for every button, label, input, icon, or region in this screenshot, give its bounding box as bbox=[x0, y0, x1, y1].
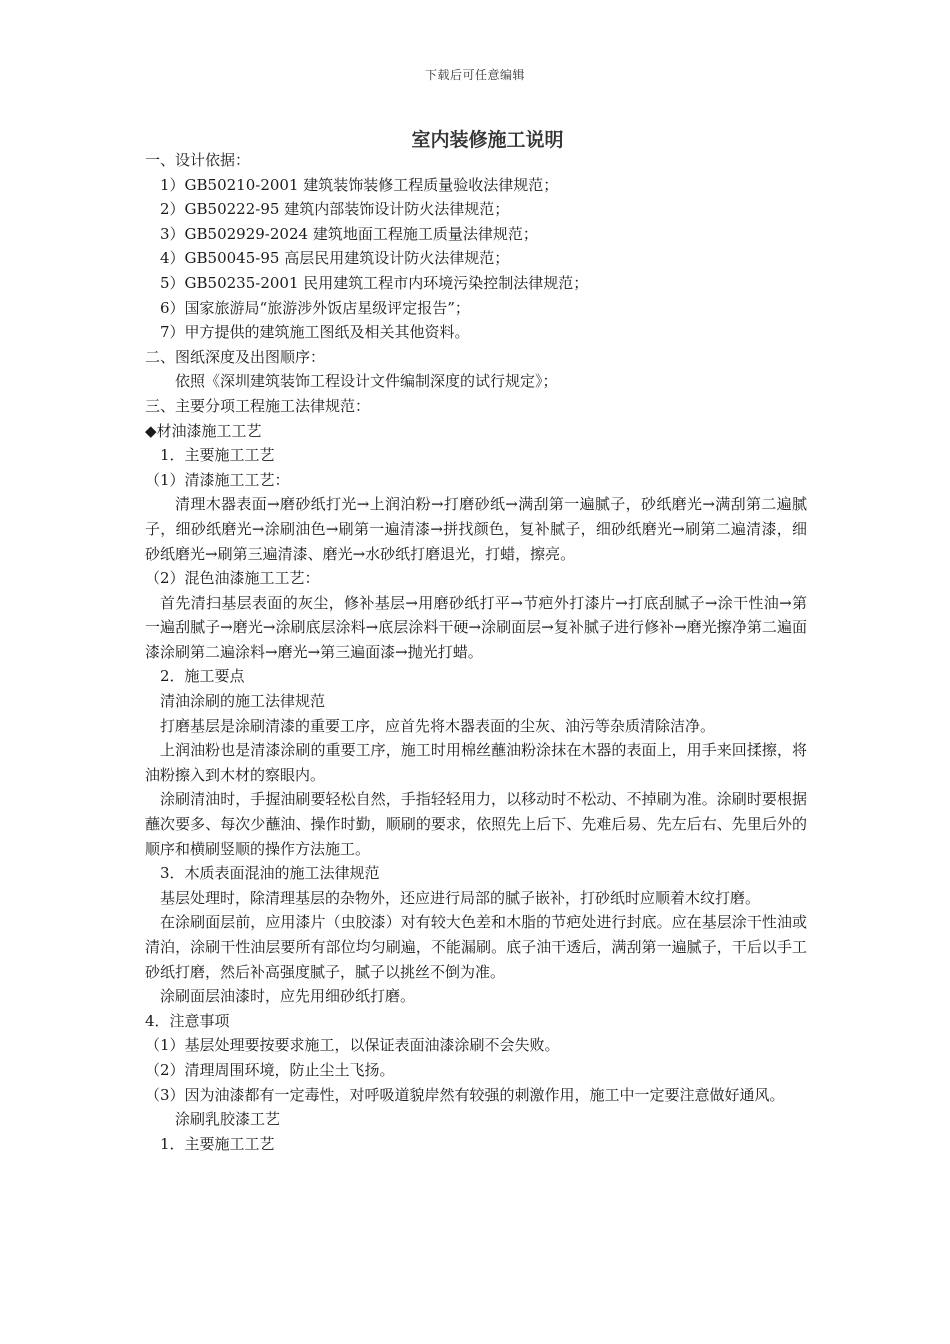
paragraph: 三、主要分项工程施工法律规范： bbox=[145, 396, 371, 415]
paragraph: （2）清理周围环境，防止尘土飞扬。 bbox=[145, 1060, 395, 1079]
paragraph: 1．主要施工工艺 bbox=[160, 446, 275, 465]
paragraph: 涂刷面层油漆时，应先用细砂纸打磨。 bbox=[160, 987, 416, 1006]
paragraph: 清油涂刷的施工法律规范 bbox=[160, 692, 326, 711]
paragraph: （2）混色油漆施工工艺： bbox=[145, 569, 320, 588]
paragraph: 首先清扫基层表面的灰尘，修补基层→用磨砂纸打平→节疤外打漆片→打底刮腻子→涂干性油→第一遍刮腻子→磨光→涂刷底层涂料→底层涂料干硬→涂刷面层→复补腻子进行修补→磨光擦净第二遍面漆涂刷第二遍涂料→磨光→第三遍面漆→抛光打蜡。 bbox=[145, 593, 807, 661]
paragraph: ◆材油漆施工工艺 bbox=[145, 421, 262, 440]
paragraph: 6）国家旅游局“旅游涉外饭店星级评定报告”； bbox=[160, 298, 470, 317]
document-body bbox=[145, 148, 807, 1156]
paragraph: 4）GB50045-95 高层民用建筑设计防火法律规范； bbox=[160, 249, 510, 268]
paragraph: （1）清漆施工工艺： bbox=[145, 470, 290, 489]
paragraph: 2．施工要点 bbox=[160, 667, 245, 686]
paragraph: 基层处理时，除清理基层的杂物外，还应进行局部的腻子嵌补，打砂纸时应顺着木纹打磨。 bbox=[160, 888, 761, 907]
paragraph: 打磨基层是涂刷清漆的重要工序，应首先将木器表面的尘灰、油污等杂质清除洁净。 bbox=[160, 716, 716, 735]
paragraph: 在涂刷面层前，应用漆片（虫胶漆）对有较大色差和木脂的节疤处进行封底。应在基层涂干性油或清泊，涂刷干性油层要所有部位均匀刷遍，不能漏刷。底子油干透后，满刮第一遍腻子，干后以手工砂纸打磨，然后补高强度腻子，腻子以挑丝不倒为准。 bbox=[145, 913, 807, 981]
paragraph: 3．木质表面混油的施工法律规范 bbox=[160, 864, 380, 883]
paragraph: 5）GB50235-2001 民用建筑工程市内环境污染控制法律规范； bbox=[160, 273, 589, 292]
paragraph: 2）GB50222-95 建筑内部装饰设计防火法律规范； bbox=[160, 200, 510, 219]
document-title: 室内装修施工说明 bbox=[411, 129, 564, 151]
paragraph: （1）基层处理要按要求施工，以保证表面油漆涂刷不会失败。 bbox=[145, 1036, 560, 1055]
paragraph: 涂刷清油时，手握油刷要轻松自然，手指轻轻用力，以移动时不松动、不掉刷为准。涂刷时要根据蘸次要多、每次少蘸油、操作时勤，顺刷的要求，依照先上后下、先难后易、先左后右、先里后外的顺序和横刷竖顺的操作方法施工。 bbox=[145, 790, 807, 858]
paragraph: 一、设计依据： bbox=[145, 151, 251, 169]
paragraph: 上润油粉也是清漆涂刷的重要工序，施工时用棉丝蘸油粉涂抹在木器的表面上，用手来回揉擦，将油粉擦入到木材的察眼内。 bbox=[145, 741, 807, 784]
paragraph: 二、图纸深度及出图顺序： bbox=[145, 347, 326, 366]
paragraph: 清理木器表面→磨砂纸打光→上润泊粉→打磨砂纸→满刮第一遍腻子，砂纸磨光→满刮第二遍腻子，细砂纸磨光→涂刷油色→刷第一遍清漆→拼找颜色，复补腻子，细砂纸磨光→刷第二遍清漆，细砂纸磨光→刷第三遍清漆、磨光→水砂纸打磨退光，打蜡，擦亮。 bbox=[145, 495, 807, 563]
paragraph: 1．主要施工工艺 bbox=[160, 1134, 275, 1153]
paragraph: （3）因为油漆都有一定毒性，对呼吸道貌岸然有较强的刺激作用，施工中一定要注意做好通风。 bbox=[145, 1085, 785, 1104]
header-note: 下载后可任意编辑 bbox=[424, 68, 525, 82]
paragraph: 涂刷乳胶漆工艺 bbox=[175, 1110, 281, 1129]
paragraph: 1）GB50210-2001 建筑装饰装修工程质量验收法律规范； bbox=[160, 175, 559, 194]
paragraph: 4．注意事项 bbox=[145, 1011, 230, 1030]
paragraph: 依照《深圳建筑装饰工程设计文件编制深度的试行规定》； bbox=[175, 372, 558, 391]
paragraph: 7）甲方提供的建筑施工图纸及相关其他资料。 bbox=[160, 323, 470, 342]
paragraph: 3）GB502929-2024 建筑地面工程施工质量法律规范； bbox=[160, 224, 538, 243]
